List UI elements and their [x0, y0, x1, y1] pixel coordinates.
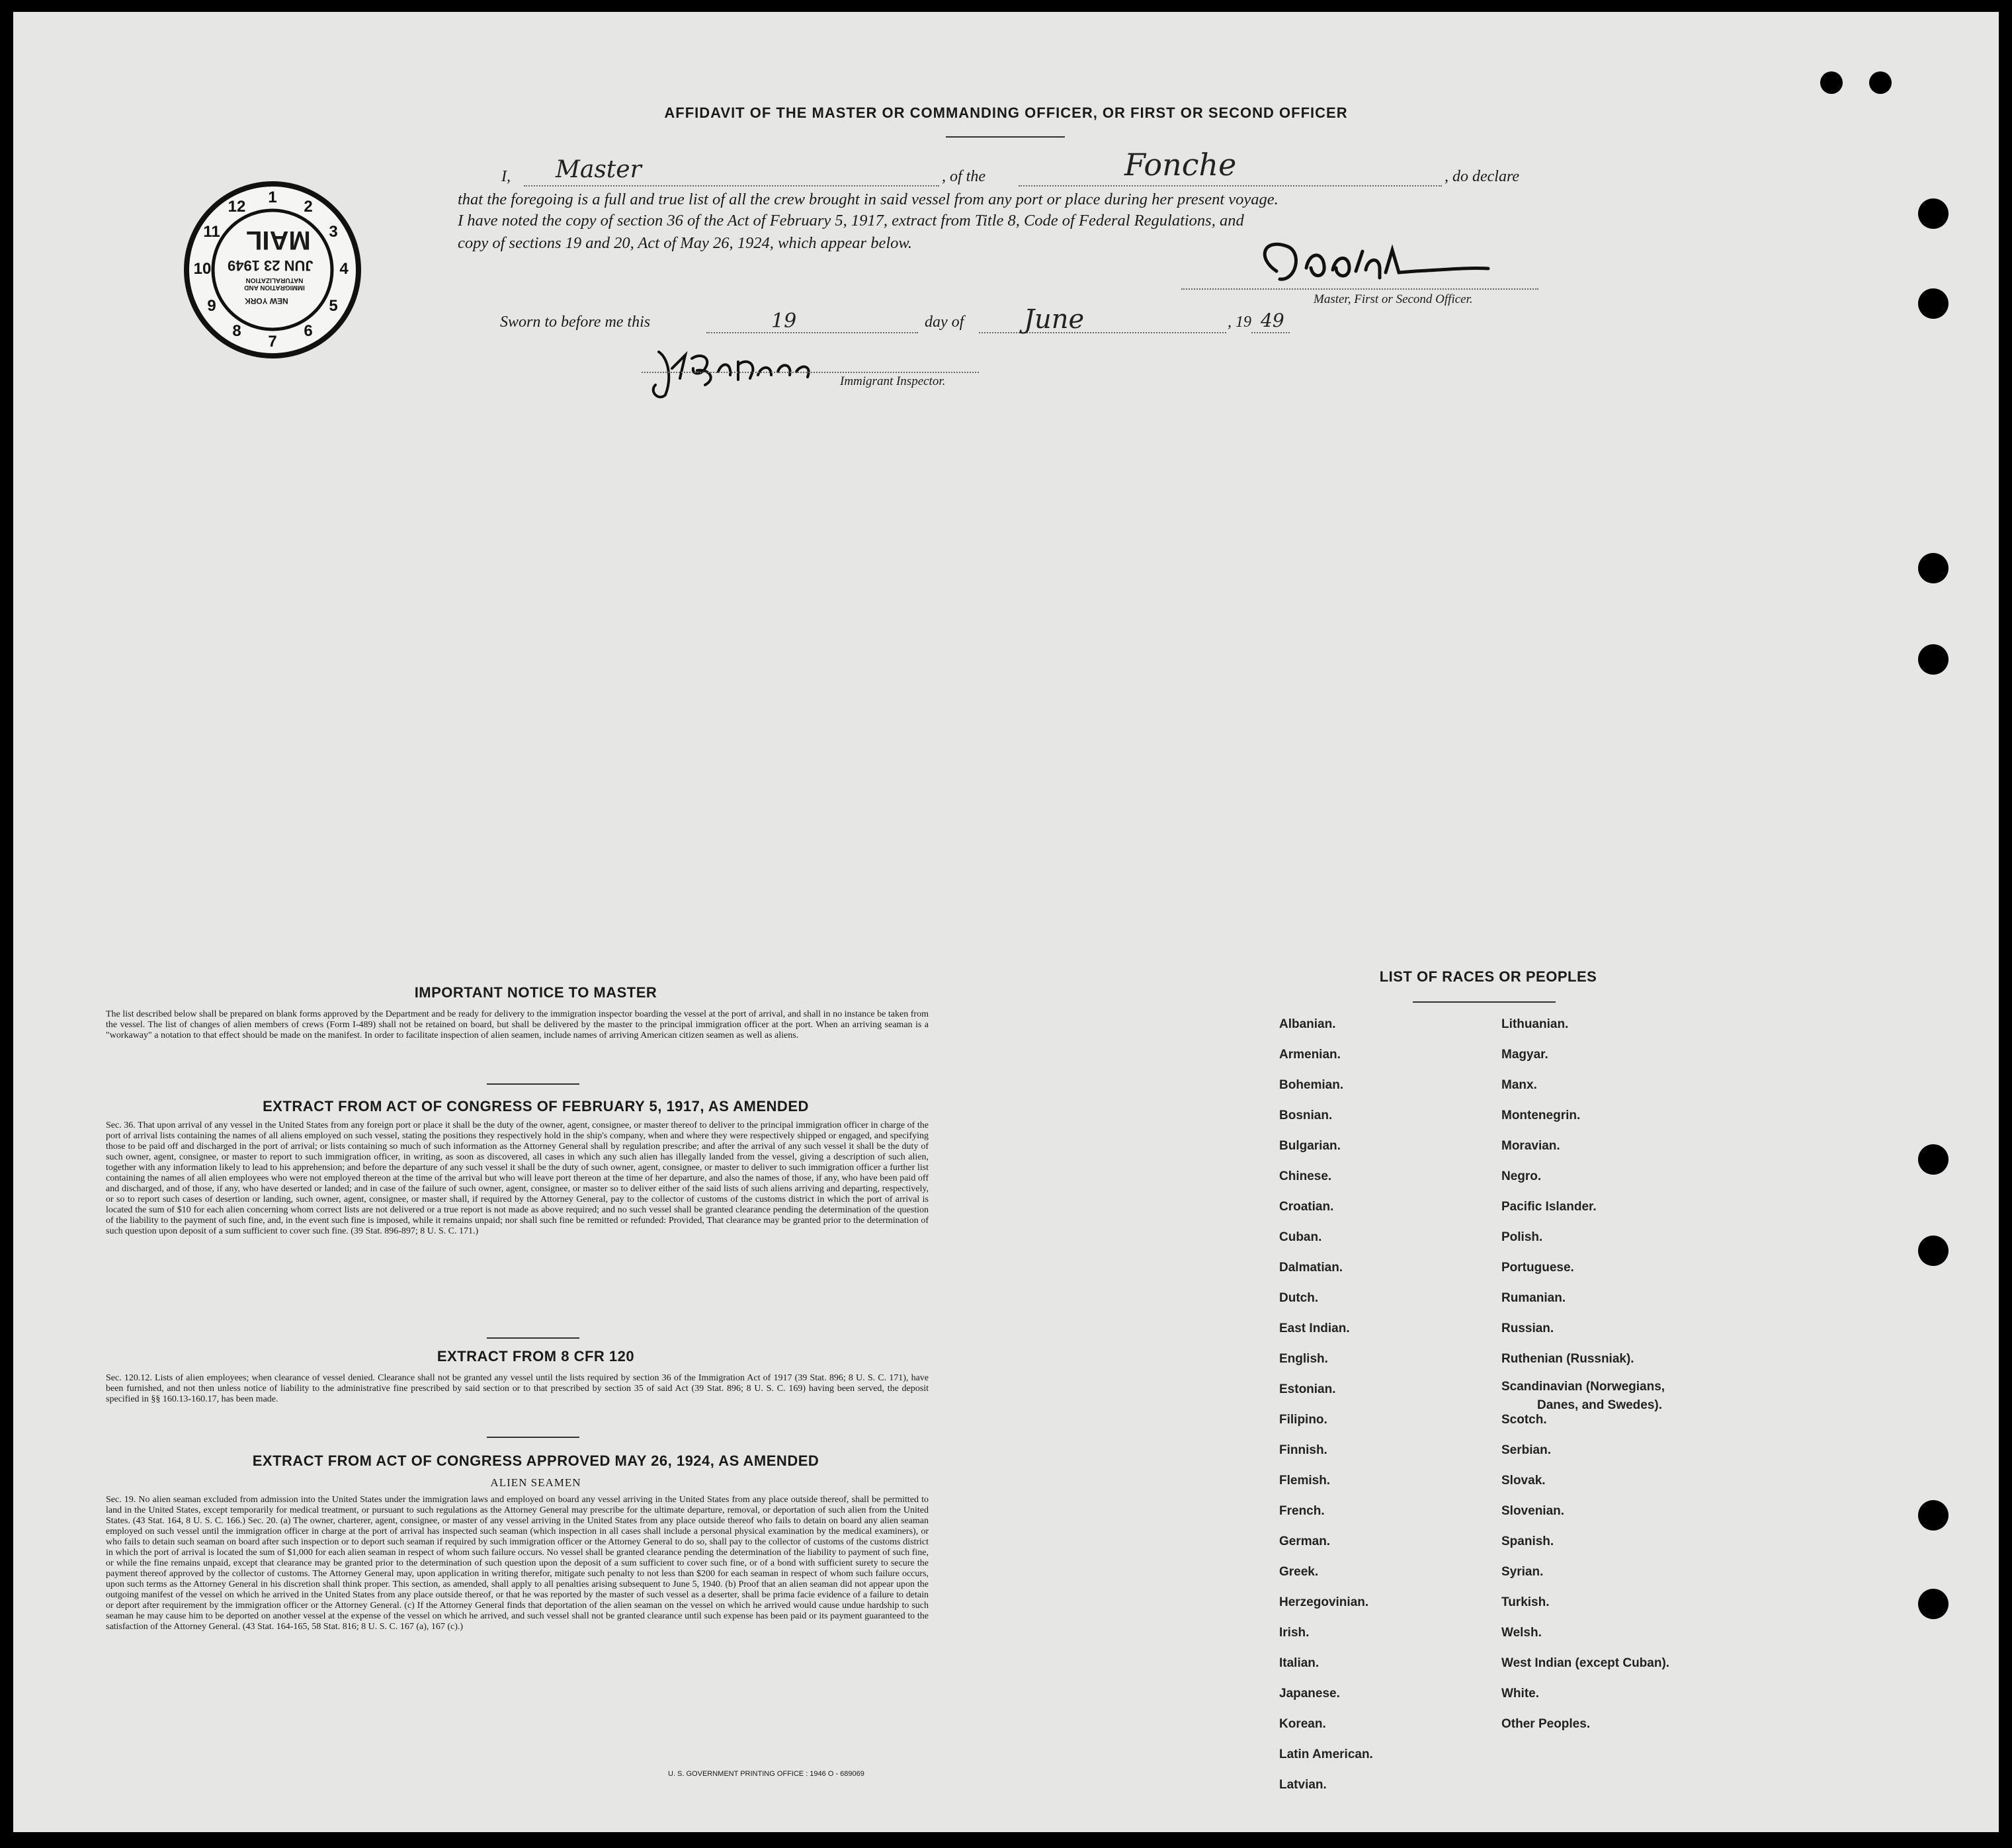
master-name-handwritten: Master [556, 156, 642, 183]
svg-text:5: 5 [329, 297, 338, 315]
sworn-year-prefix: , 19 [1228, 314, 1251, 331]
extract-cfr-divider [487, 1437, 579, 1438]
svg-text:8: 8 [232, 322, 241, 340]
race-item: Syrian. [1501, 1565, 1544, 1579]
inspector-caption: Immigrant Inspector. [840, 374, 946, 388]
race-item: Italian. [1279, 1656, 1320, 1670]
master-signature-line [1181, 288, 1538, 290]
stamp-date: JUN 23 1949 [228, 257, 314, 274]
svg-text:3: 3 [329, 223, 338, 241]
declaration-suffix: , do declare [1445, 168, 1520, 185]
race-item: English. [1279, 1352, 1328, 1366]
stamp-agency: IMMIGRATION AND NATURALIZATION [244, 276, 305, 291]
declaration-line-2: that the foregoing is a full and true list of all the crew brought in said vessel from any port or place during her present voyage. [458, 190, 1278, 208]
vessel-name-handwritten: Fonche [1124, 147, 1237, 183]
race-item: Albanian. [1279, 1017, 1336, 1031]
inspector-signature-line [642, 372, 979, 373]
master-name-line [524, 185, 939, 187]
race-item: Rumanian. [1501, 1291, 1566, 1305]
sworn-day-line [706, 332, 918, 333]
race-item: Korean. [1279, 1717, 1326, 1731]
race-item: Manx. [1501, 1078, 1537, 1092]
extract-1917-heading: EXTRACT FROM ACT OF CONGRESS OF FEBRUARY 5, 1917, AS AMENDED [263, 1098, 809, 1114]
svg-text:12: 12 [228, 198, 246, 216]
notice-heading: IMPORTANT NOTICE TO MASTER [414, 984, 657, 1001]
race-item: Armenian. [1279, 1048, 1341, 1062]
race-item: Pacific Islander. [1501, 1200, 1597, 1214]
race-item: Russian. [1501, 1322, 1554, 1335]
races-underline [1413, 1001, 1556, 1003]
sworn-month-line [979, 332, 1226, 333]
race-item: Lithuanian. [1501, 1017, 1569, 1031]
race-item: Greek. [1279, 1565, 1319, 1579]
race-item: Portuguese. [1501, 1261, 1574, 1275]
race-item: Chinese. [1279, 1169, 1332, 1183]
race-item: Moravian. [1501, 1139, 1560, 1153]
extract-1924-heading: EXTRACT FROM ACT OF CONGRESS APPROVED MAY 26, 1924, AS AMENDED [252, 1452, 819, 1469]
race-item: Turkish. [1501, 1595, 1550, 1609]
declaration-prefix: I, [501, 168, 511, 185]
race-item: Danes, and Swedes). [1537, 1398, 1663, 1412]
punch-hole [1918, 1589, 1949, 1619]
race-item: Bohemian. [1279, 1078, 1344, 1092]
race-item: Estonian. [1279, 1382, 1336, 1396]
sworn-day-handwritten: 19 [771, 310, 797, 333]
svg-text:11: 11 [203, 223, 220, 241]
race-item: Irish. [1279, 1626, 1310, 1640]
race-item: Ruthenian (Russniak). [1501, 1352, 1634, 1366]
race-item: Finnish. [1279, 1443, 1327, 1457]
sworn-day-of: day of [925, 314, 964, 331]
notice-divider [487, 1083, 579, 1085]
race-item: German. [1279, 1534, 1331, 1548]
race-item: Serbian. [1501, 1443, 1551, 1457]
punch-hole [1918, 288, 1949, 319]
printer-imprint: U. S. GOVERNMENT PRINTING OFFICE : 1946 O - 689069 [668, 1770, 864, 1778]
svg-text:4: 4 [339, 260, 349, 278]
race-item: West Indian (except Cuban). [1501, 1656, 1670, 1670]
race-item: East Indian. [1279, 1322, 1350, 1335]
title-underline [946, 136, 1065, 138]
race-item: Spanish. [1501, 1534, 1554, 1548]
race-item: Negro. [1501, 1169, 1542, 1183]
notice-text: The list described below shall be prepared on blank forms approved by the Department and be ready for delivery to the immigration inspector boarding the vessel at the port of arrival, and shall in no instance be taken from the vessel. The list of changes of alien members of crews (Form I-489) shall not be retained on board, but shall be delivered by the master to the principal immigration officer at the port. When an arriving seaman is a "workaway" a notation to that effect should be made on the manifest. In order to facilitate inspection of alien seamen, include names of arriving American citizen seamen as well as aliens. [106, 1009, 929, 1040]
punch-hole [1869, 71, 1892, 94]
master-signature-caption: Master, First or Second Officer. [1314, 292, 1473, 306]
declaration-of: , of the [942, 168, 985, 185]
svg-text:9: 9 [207, 297, 216, 315]
stamp-mail-label: MAIL [246, 226, 311, 255]
race-item: Scandinavian (Norwegians, [1501, 1380, 1665, 1394]
extract-1924-text: Sec. 19. No alien seaman excluded from admission into the United States under the immigration laws and employed on board any vessel arriving in the United States from any place outside thereof, shall be permitted to land in the United States, except temporarily for medical treatment, or pursuant to such regulations as the Attorney General may prescribe for the ultimate departure, removal, or deportation of such alien from the United States. (43 Stat. 164, 8 U. S. C. 166.) Sec. 20. (a) The owner, charterer, agent, consignee, or master of any vessel arriving in the United States from any place outside thereof who fails to detain on board any alien seaman employed on such vessel until the immigration officer in charge at the port of arrival has inspected such seaman (which inspection in all cases shall include a personal physical examination by the medical examiners), or who fails to detain such seaman on board after such inspection or to deport such seaman if required by such immigration officer or the Attorney General to do so, shall pay to the collector of customs of the customs district in which the port of arrival is located the sum of $1,000 for each alien seaman in respect of whom such failure occurs. No vessel shall be granted clearance pending the determination of the liability to payment of such fine, or while the fine remains unpaid, except that clearance may be granted prior to the determination of such question upon the deposit of a sum sufficient to cover such fine, or of a bond with sufficient surety to secure the payment thereof approved by the collector of customs. The Attorney General may, upon application in writing therefor, mitigate such penalty to not less than $200 for each seaman in respect of whom such failure occurs, upon such terms as the Attorney General in his discretion shall think proper. This section, as amended, shall apply to all penalties arising subsequent to June 5, 1940. (b) Proof that an alien seaman did not appear upon the outgoing manifest of the vessel on which he arrived in the United States from any place outside thereof, or that he was reported by the master of such vessel as a deserter, shall be prima facie evidence of a failure to detain or deport after requirement by the immigration officer or the Attorney General. (c) If the Attorney General finds that deportation of the alien seaman on the vessel on which he arrived would cause undue hardship to such seaman he may cause him to be deported on another vessel at the expense of the vessel on which he arrived, and such vessel shall not be granted clearance until such expense has been paid or its payment guaranteed to the satisfaction of the Attorney General. (43 Stat. 164-165, 58 Stat. 816; 8 U. S. C. 167 (a), 167 (c).) [106, 1495, 929, 1632]
svg-text:2: 2 [304, 198, 313, 216]
svg-text:6: 6 [304, 322, 313, 340]
race-item: Dalmatian. [1279, 1261, 1343, 1275]
race-item: Slovenian. [1501, 1504, 1565, 1518]
extract-1917-text: Sec. 36. That upon arrival of any vessel in the United States from any foreign port or place it shall be the duty of the owner, agent, consignee, or master thereof to deliver to the principal immigration officer in charge of the port of arrival lists containing the names of all aliens employed on such vessel, stating the positions they respectively hold in the ship's company, when and where they were respectively shipped or engaged, and specifying those to be paid off and discharged in the port of arrival; or lists containing so much of such information as the Attorney General shall by regulation prescribe; and after the arrival of any such vessel it shall be the duty of such owner, agent, consignee, or master to report to such immigration officer, in writing, as soon as discovered, all cases in which any such alien has illegally landed from the vessel, giving a description of such alien, together with any information likely to lead to his apprehension; and before the departure of any such vessel it shall be the duty of such owner, agent, consignee, or master to deliver to such immigration officer a further list containing the names of all alien employees who were not employed thereon at the time of the arrival but who will leave port thereon at the time of her departure, and also the names of those, if any, who have been paid off and discharged, and of those, if any, who have deserted or landed; and in case of the failure of such owner, agent, consignee, or master so to deliver either of the said lists of such aliens arriving and departing, respectively, or so to report such cases of desertion or landing, such owner, agent, consignee, or master shall, if required by the Attorney General, pay to the collector of customs of the customs district in which the port of arrival is located the sum of $10 for each alien concerning whom correct lists are not delivered or a true report is not made as above required; and no such vessel shall be granted clearance pending the determination of the question of the liability to the payment of such fine, and, in the event such fine is imposed, while it remains unpaid; nor shall such fine be remitted or refunded: Provided, That clearance may be granted prior to the determination of such question upon deposit of a sum sufficient to cover such fine. (39 Stat. 896-897; 8 U. S. C. 171.) [106, 1120, 929, 1236]
race-item: Latvian. [1279, 1778, 1327, 1792]
punch-hole [1918, 644, 1949, 675]
race-item: Magyar. [1501, 1048, 1548, 1062]
sworn-year-handwritten: 49 [1261, 310, 1284, 331]
declaration-line-4: copy of sections 19 and 20, Act of May 26, 1924, which appear below. [458, 234, 913, 252]
extract-cfr-text: Sec. 120.12. Lists of alien employees; when clearance of vessel denied. Clearance shall not be granted any vessel until the lists required by section 36 of the Immigration Act of 1917 (39 Stat. 896; 8 U. S. C. 171), have been furnished, and not then unless notice of liability to the administrative fine prescribed by said section or to that prescribed by section 35 of said Act (39 Stat. 896; 8 U. S. C. 169) having been served, the deposit specified in §§ 160.13-160.17, has been made. [106, 1373, 929, 1404]
race-item: Latin American. [1279, 1747, 1373, 1761]
race-item: White. [1501, 1687, 1539, 1701]
race-item: Bosnian. [1279, 1109, 1333, 1122]
punch-hole [1918, 1236, 1949, 1266]
punch-hole [1918, 198, 1949, 229]
race-item: Polish. [1501, 1230, 1543, 1244]
sworn-month-handwritten: June [1024, 304, 1085, 335]
race-item: Filipino. [1279, 1413, 1327, 1427]
sworn-prefix: Sworn to before me this [500, 314, 651, 331]
race-item: Dutch. [1279, 1291, 1319, 1305]
race-item: Bulgarian. [1279, 1139, 1341, 1153]
race-item: Herzegovinian. [1279, 1595, 1369, 1609]
svg-text:10: 10 [193, 260, 212, 278]
race-item: Japanese. [1279, 1687, 1340, 1701]
race-item: French. [1279, 1504, 1325, 1518]
race-item: Slovak. [1501, 1474, 1546, 1488]
svg-text:7: 7 [268, 333, 277, 351]
extract-1917-divider [487, 1337, 579, 1339]
race-item: Montenegrin. [1501, 1109, 1581, 1122]
race-item: Scotch. [1501, 1413, 1547, 1427]
race-item: Other Peoples. [1501, 1717, 1591, 1731]
declaration-line-3: I have noted the copy of section 36 of the Act of February 5, 1917, extract from Title 8, Code of Federal Regulations, and [458, 212, 1244, 230]
extract-1924-subheading: ALIEN SEAMEN [490, 1476, 581, 1489]
extract-cfr-heading: EXTRACT FROM 8 CFR 120 [437, 1348, 635, 1365]
svg-text:1: 1 [268, 189, 277, 206]
punch-hole [1918, 1500, 1949, 1531]
vessel-name-line [1019, 185, 1442, 187]
sworn-year-line [1251, 332, 1290, 333]
affidavit-title: AFFIDAVIT OF THE MASTER OR COMMANDING OFFICER, OR FIRST OR SECOND OFFICER [664, 105, 1348, 121]
stamp-city: NEW YORK [245, 296, 288, 306]
punch-hole [1918, 553, 1949, 583]
punch-hole [1820, 71, 1843, 94]
race-item: Welsh. [1501, 1626, 1542, 1640]
race-item: Cuban. [1279, 1230, 1322, 1244]
race-item: Flemish. [1279, 1474, 1331, 1488]
punch-hole [1918, 1144, 1949, 1175]
race-item: Croatian. [1279, 1200, 1334, 1214]
races-heading: LIST OF RACES OR PEOPLES [1379, 968, 1597, 985]
